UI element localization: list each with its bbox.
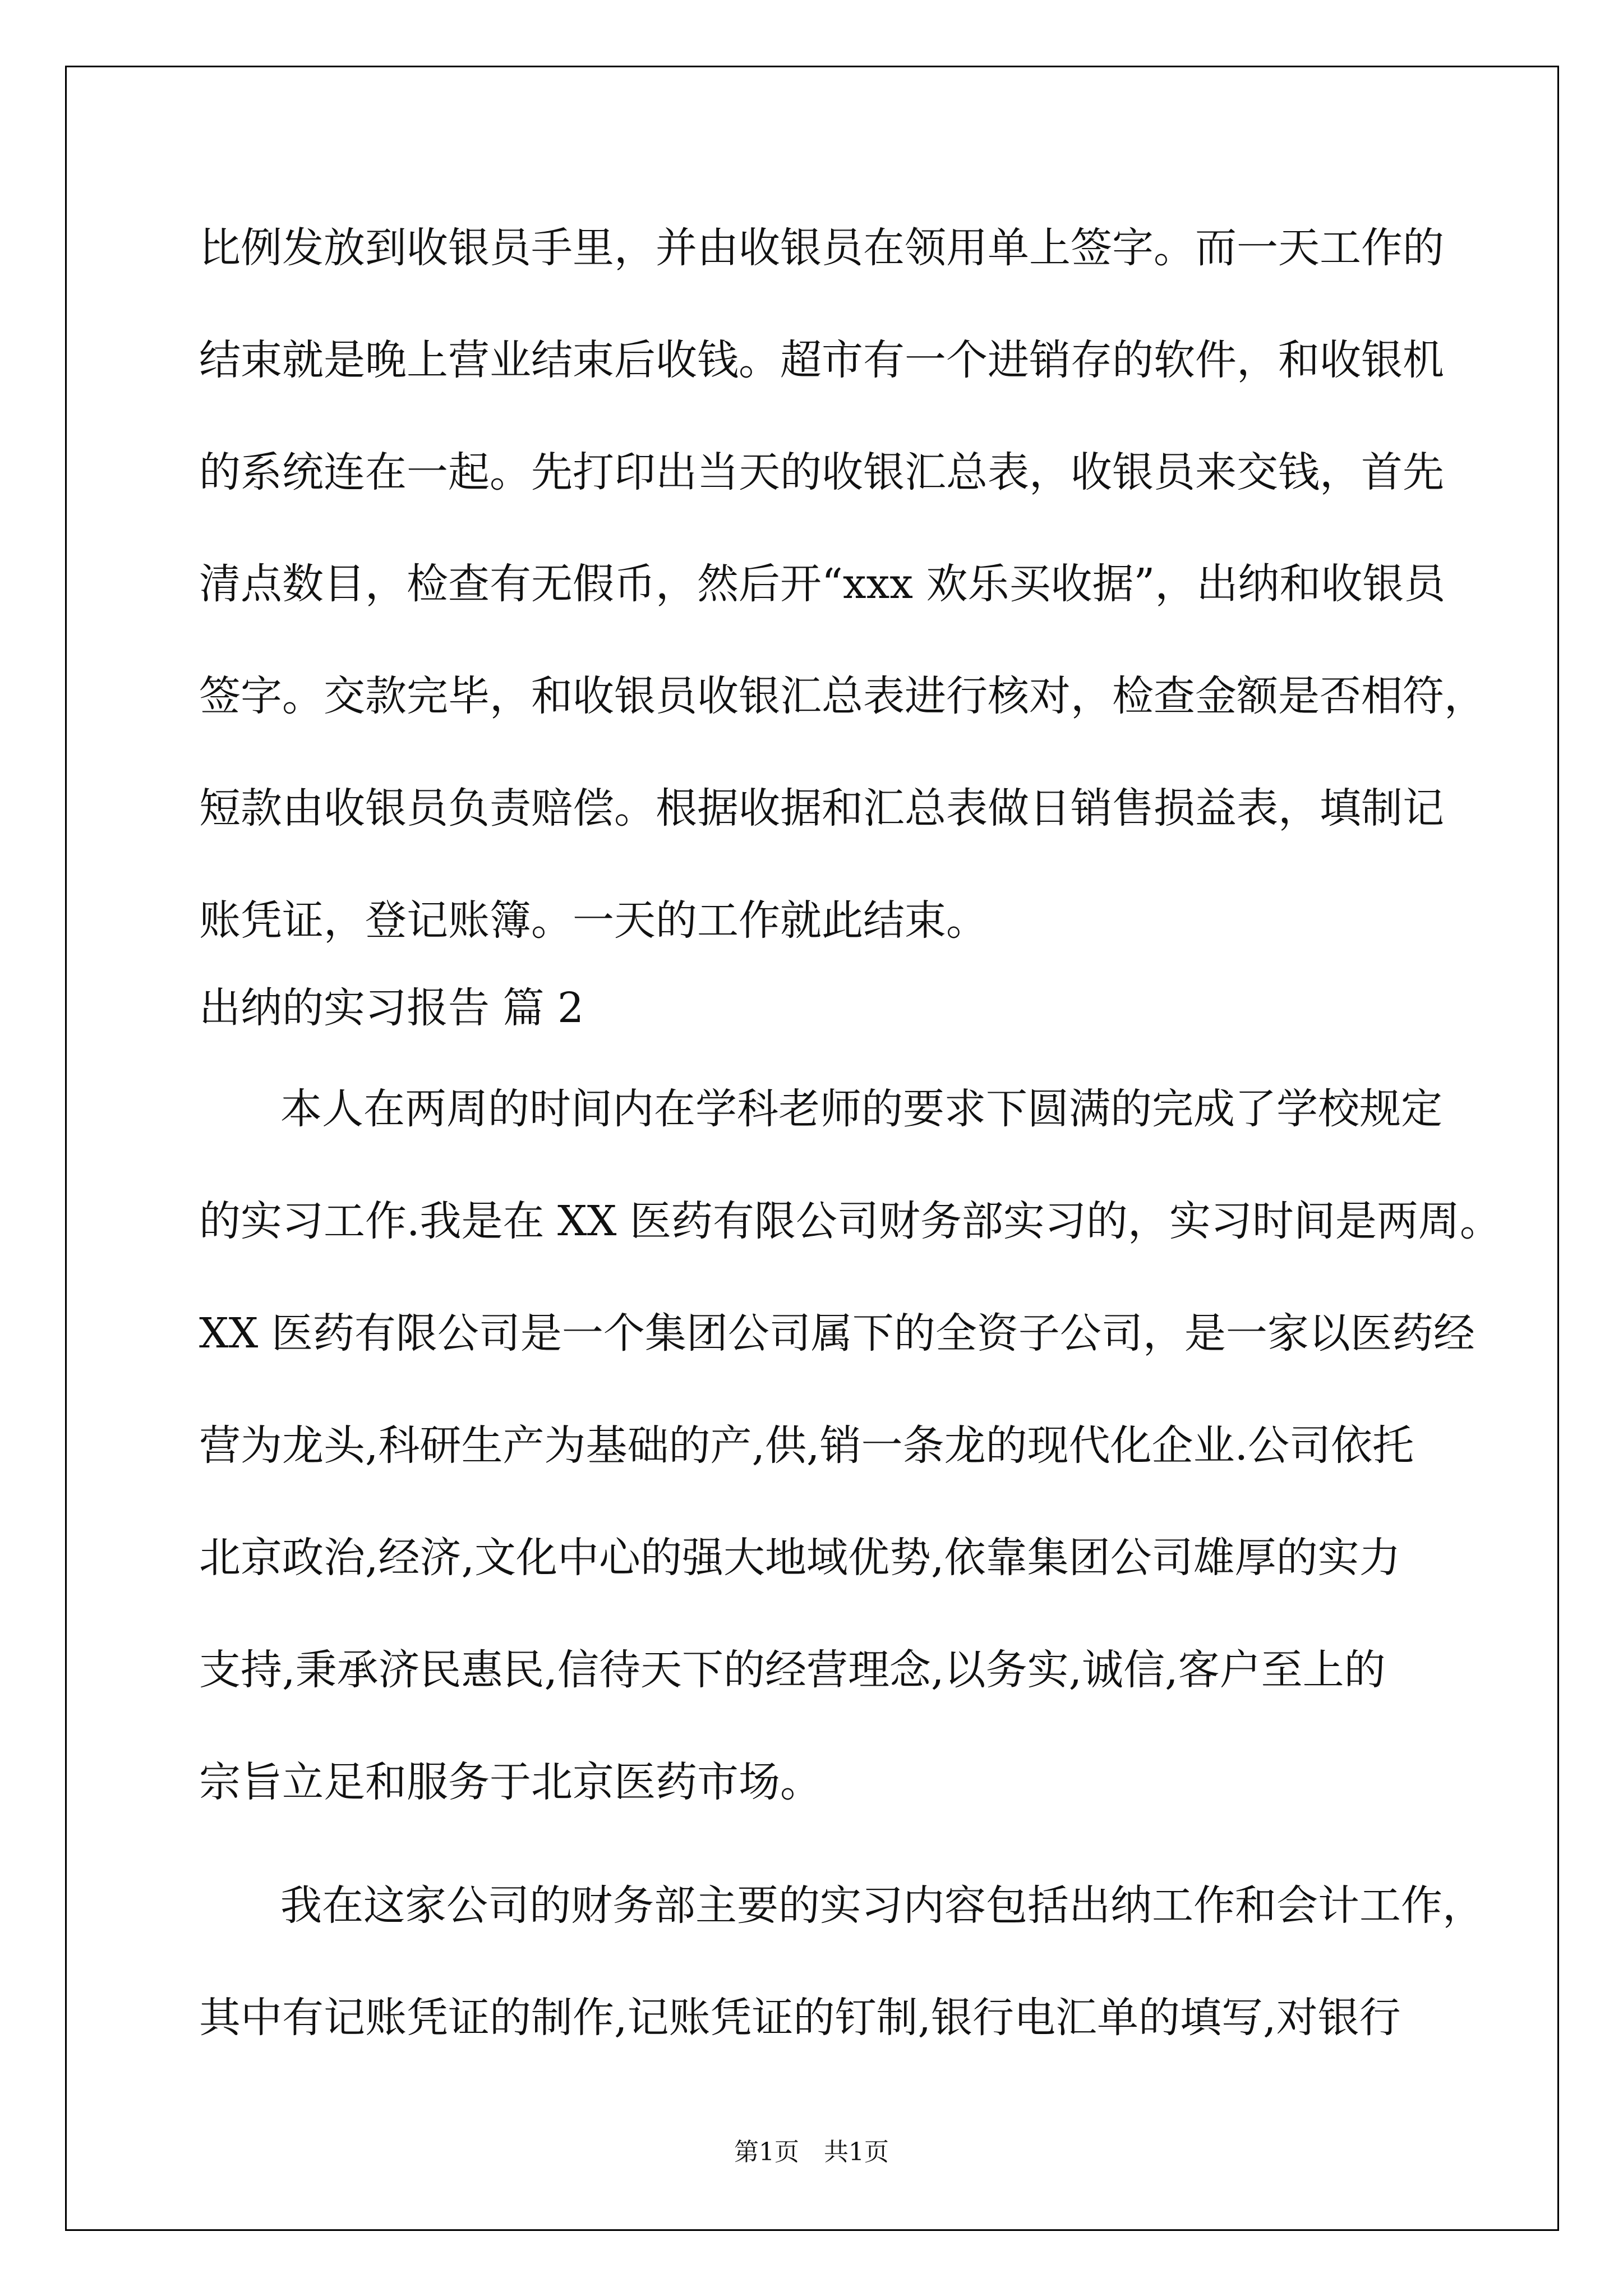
- paragraph-start: 我在这家公司的财务部主要的实习内容包括出纳工作和会计工作，: [280, 1881, 1484, 1930]
- text-line: 的实习工作.我是在 XX 医药有限公司财务部实习的，实习时间是两周。: [199, 1197, 1501, 1245]
- page-footer: 第1页 共1页: [734, 2138, 889, 2166]
- text-line: 清点数目，检查有无假币，然后开“xxx 欢乐买收据”，出纳和收银员: [199, 560, 1446, 608]
- text-line: 签字。交款完毕，和收银员收银汇总表进行核对，检查金额是否相符，: [199, 672, 1486, 720]
- text-line: 的系统连在一起。先打印出当天的收银汇总表，收银员来交钱，首先: [199, 448, 1444, 496]
- text-line: 短款由收银员负责赔偿。根据收据和汇总表做日销售损益表，填制记: [199, 784, 1444, 832]
- text-line: 北京政治,经济,文化中心的强大地域优势,依靠集团公司雄厚的实力: [199, 1534, 1401, 1582]
- text-line: 支持,秉承济民惠民,信待天下的经营理念,以务实,诚信,客户至上的: [199, 1646, 1386, 1694]
- text-line: 营为龙头,科研生产为基础的产,供,销一条龙的现代化企业.公司依托: [199, 1421, 1414, 1470]
- text-line: 其中有记账凭证的制作,记账凭证的钉制,银行电汇单的填写,对银行: [199, 1994, 1401, 2042]
- text-line: XX 医药有限公司是一个集团公司属下的全资子公司，是一家以医药经: [199, 1309, 1475, 1358]
- section-heading: 出纳的实习报告 篇 2: [199, 984, 584, 1032]
- paragraph-start: 本人在两周的时间内在学科老师的要求下圆满的完成了学校规定: [280, 1085, 1442, 1133]
- text-line: 结束就是晚上营业结束后收钱。超市有一个进销存的软件，和收银机: [199, 336, 1444, 384]
- text-line: 比例发放到收银员手里，并由收银员在领用单上签字。而一天工作的: [199, 224, 1444, 272]
- text-line: 账凭证，登记账簿。一天的工作就此结束。: [199, 896, 988, 945]
- text-line: 宗旨立足和服务于北京医药市场。: [199, 1758, 822, 1806]
